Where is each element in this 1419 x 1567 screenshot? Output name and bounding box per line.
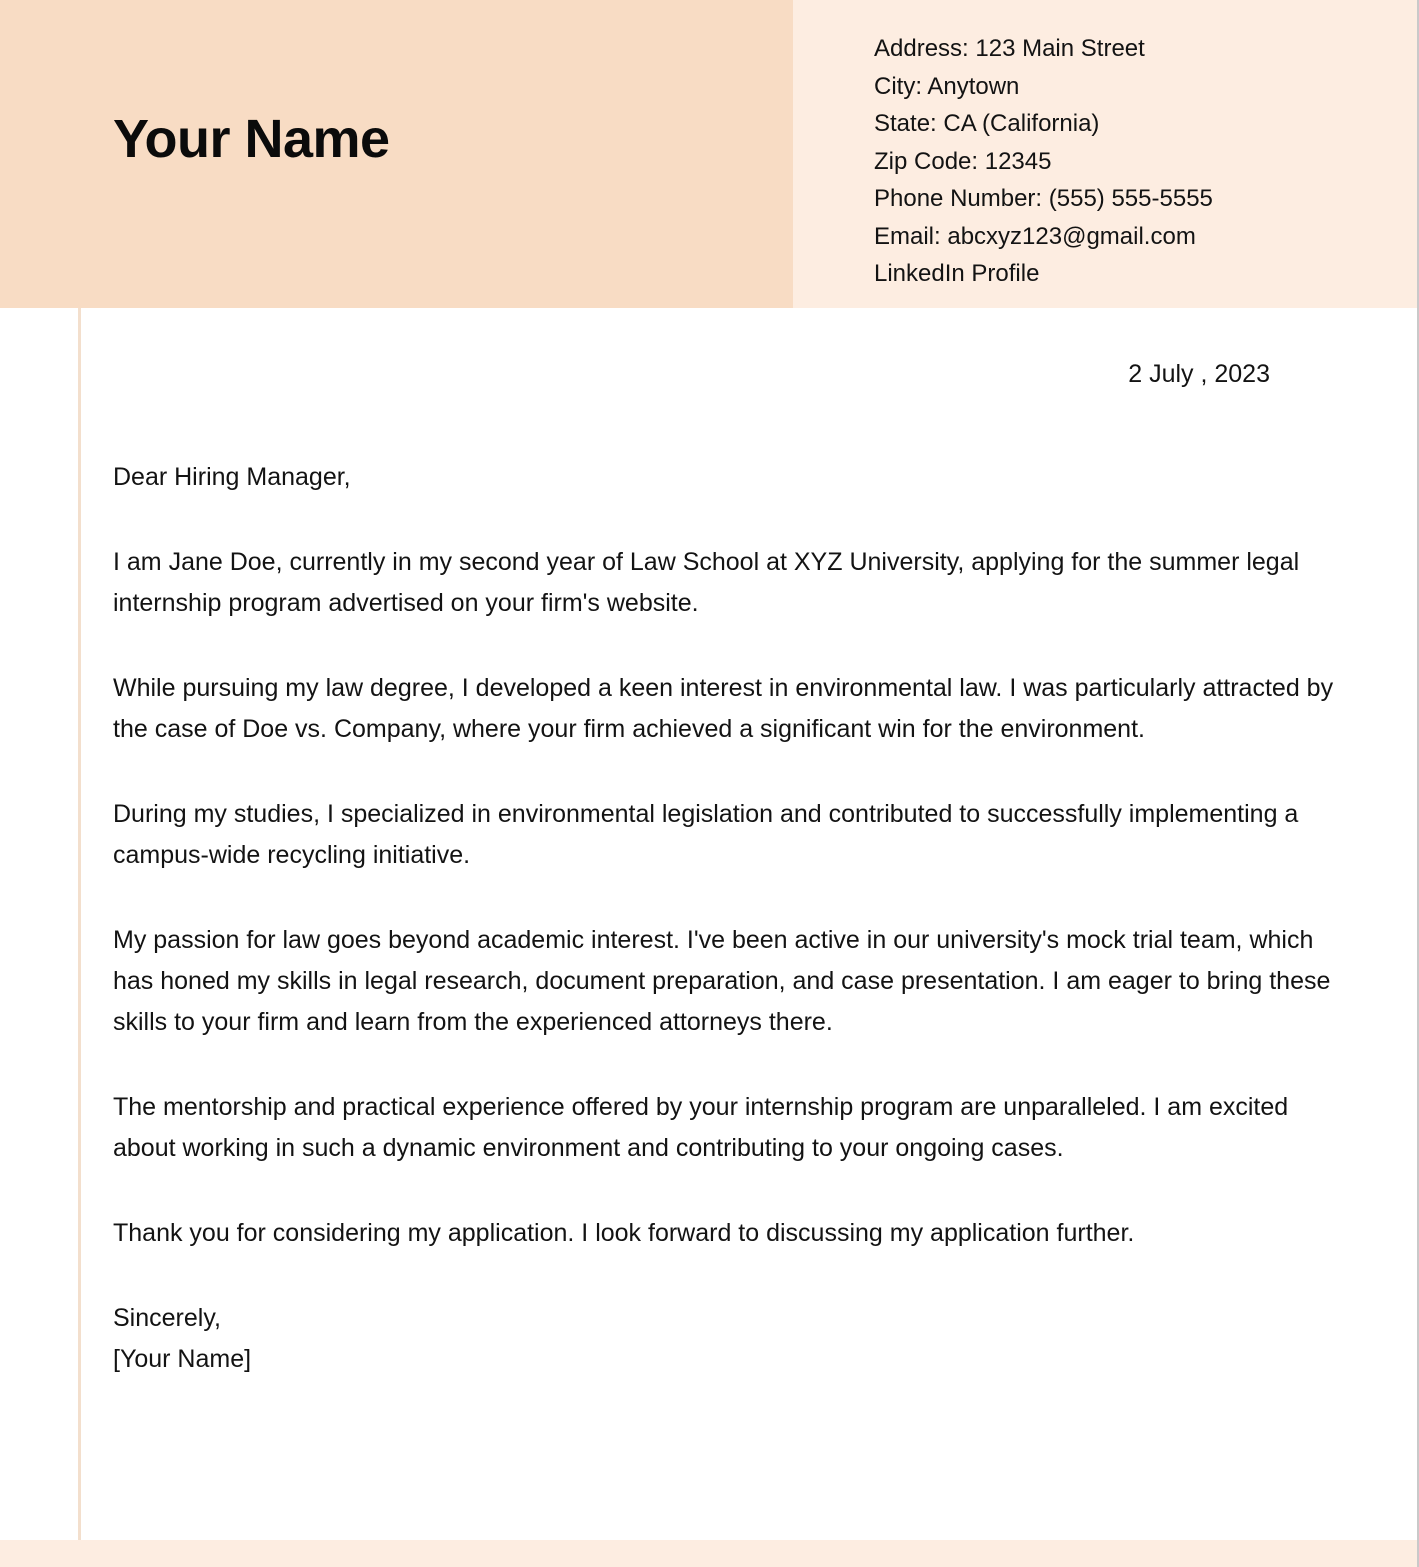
letter-closing-block xyxy=(113,1298,1353,1380)
letter-date: 2 July , 2023 xyxy=(1128,360,1270,388)
letter-salutation: Dear Hiring Manager, xyxy=(113,463,351,491)
letter-closing: Sincerely, xyxy=(113,1304,221,1332)
page-title: Your Name xyxy=(113,108,390,169)
letter-paragraph: My passion for law goes beyond academic interest. I've been active in our university's mock trial team, which has honed my skills in legal research, document preparation, and case presentation. I am eager to bring these skills to your firm and learn from the experienced attorneys there. xyxy=(113,926,1331,1036)
contact-line-phone: Phone Number: (555) 555-5555 xyxy=(874,185,1213,212)
contact-line-email: Email: abcxyz123@gmail.com xyxy=(874,222,1196,250)
letterhead-contact-panel xyxy=(793,0,1419,308)
contact-line-linkedin[interactable]: LinkedIn Profile xyxy=(874,260,1040,287)
letter-paragraph: Thank you for considering my application. I look forward to discussing my application further. xyxy=(113,1219,1135,1247)
contact-line-zip: Zip Code: 12345 xyxy=(874,147,1052,175)
letterhead-footer-bar xyxy=(0,1540,1419,1567)
contact-line-city: City: Anytown xyxy=(874,72,1020,100)
letter-paragraph: While pursuing my law degree, I developed a keen interest in environmental law. I was particularly attracted by the case of Doe vs. Company, where your firm achieved a significant win for the environment. xyxy=(113,674,1334,743)
letter-body-region xyxy=(0,308,1419,1540)
contact-line-state: State: CA (California) xyxy=(874,110,1100,137)
letter-paragraph: I am Jane Doe, currently in my second year of Law School at XYZ University, applying for the summer legal internship program advertised on your firm's website. xyxy=(113,548,1300,617)
vertical-divider xyxy=(78,308,81,1540)
letterhead-name-panel xyxy=(0,0,793,308)
letterhead-header xyxy=(0,0,1419,308)
letter-content xyxy=(113,308,1353,1380)
letter-paragraph: During my studies, I specialized in environmental legislation and contributed to successfully implementing a campus-wide recycling initiative. xyxy=(113,800,1299,869)
letter-paragraph: The mentorship and practical experience offered by your internship program are unparalleled. I am excited about working in such a dynamic environment and contributing to your ongoing cases. xyxy=(113,1093,1289,1162)
letter-signature: [Your Name] xyxy=(113,1345,252,1373)
contact-line-address: Address: 123 Main Street xyxy=(874,35,1145,62)
